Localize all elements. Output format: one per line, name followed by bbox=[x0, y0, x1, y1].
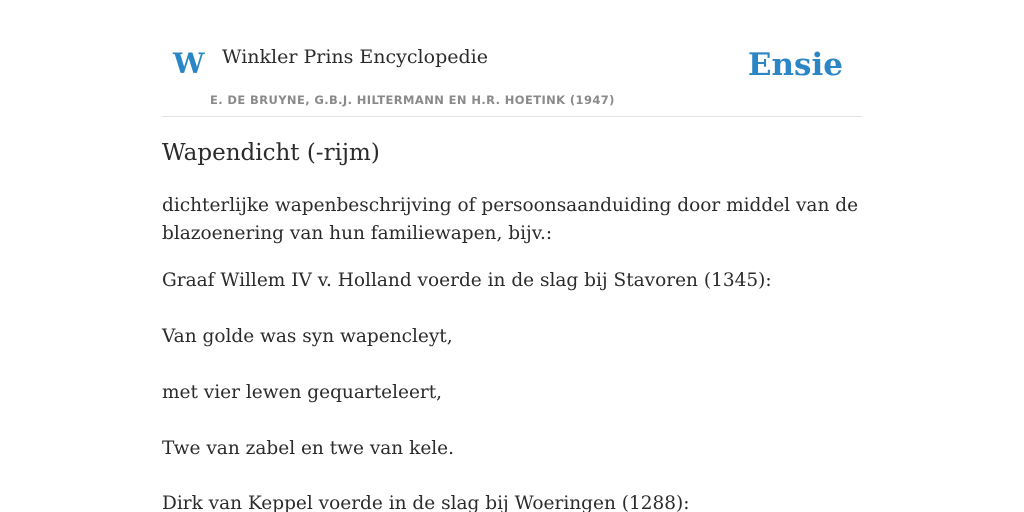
site-header bbox=[162, 0, 862, 117]
publication-authors: E. DE BRUYNE, G.B.J. HILTERMANN EN H.R. HOETINK (1947) bbox=[210, 93, 615, 107]
verse-line: met vier lewen gequarteleert, bbox=[162, 382, 443, 403]
publication-title[interactable]: Winkler Prins Encyclopedie bbox=[222, 46, 488, 68]
page bbox=[162, 0, 862, 512]
publication-logo[interactable]: W bbox=[173, 47, 205, 80]
verse-line: Twe van zabel en twe van kele. bbox=[162, 438, 455, 459]
brand-logo[interactable]: Ensie bbox=[747, 47, 843, 83]
article-paragraph: dichterlijke wapenbeschrijving of persoonsaanduiding door middel van de blazoenering van hun familiewapen, bijv.: bbox=[162, 195, 859, 244]
article-paragraph: Graaf Willem IV v. Holland voerde in de slag bij Stavoren (1345): bbox=[162, 270, 772, 291]
verse-line: Van golde was syn wapencleyt, bbox=[162, 326, 453, 347]
article-paragraph: Dirk van Keppel voerde in de slag bij Woeringen (1288): bbox=[162, 493, 690, 512]
article-title: Wapendicht (-rijm) bbox=[162, 140, 380, 166]
